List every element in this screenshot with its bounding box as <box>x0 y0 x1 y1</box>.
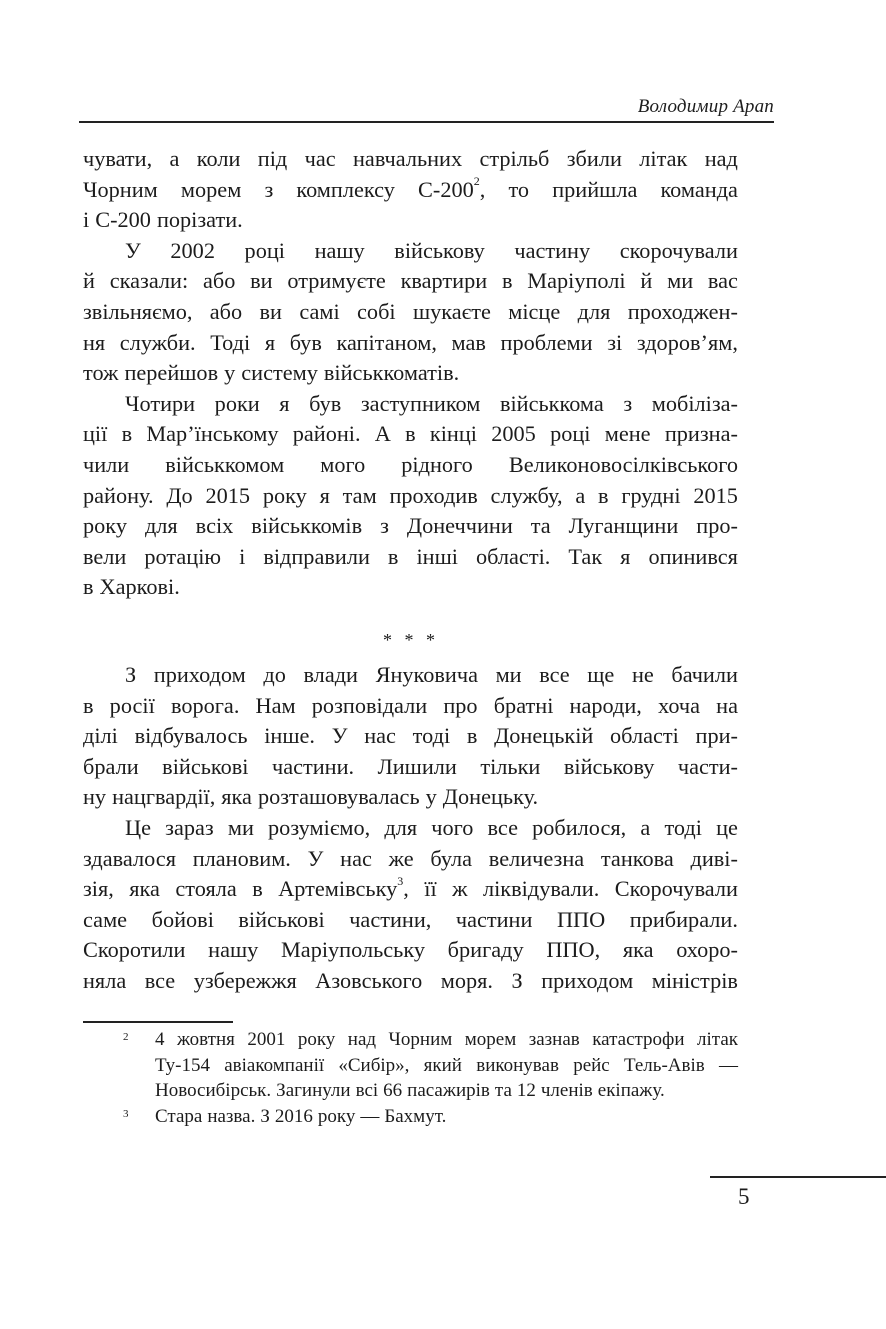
word: ми <box>495 662 522 687</box>
word: служби. <box>119 329 196 355</box>
word: й <box>83 268 95 294</box>
word: відбувалось <box>134 723 248 749</box>
word: року <box>83 513 127 539</box>
footnotes <box>83 1027 738 1129</box>
word: Маріуполі <box>527 268 626 294</box>
word: і <box>83 207 90 233</box>
word: проблеми <box>500 329 593 355</box>
word: приходом <box>541 967 634 993</box>
word: ворога. <box>170 692 240 718</box>
word: Чотири <box>125 390 196 416</box>
word: 2001 <box>247 1029 286 1050</box>
word: брали <box>83 753 139 779</box>
word: службу, <box>490 482 563 508</box>
word: узбережжя <box>193 967 297 993</box>
word: команда <box>660 176 738 202</box>
word: частини <box>455 906 533 932</box>
word: у <box>425 784 437 810</box>
word: розповідали <box>311 692 428 718</box>
footnote-line <box>155 1053 738 1079</box>
word: збили <box>566 146 622 171</box>
word: я <box>264 329 276 355</box>
footnote-item <box>83 1104 738 1130</box>
word: року <box>262 482 307 508</box>
word: військові <box>238 906 325 932</box>
word: все <box>487 814 518 840</box>
word: яка <box>221 784 252 810</box>
word: ви <box>259 298 282 324</box>
text-line <box>83 721 738 752</box>
word: 12 <box>516 1080 536 1101</box>
word: чувати, <box>83 146 153 171</box>
word: в <box>387 543 399 569</box>
word: розуміємо, <box>268 814 371 840</box>
word: бойові <box>151 906 214 932</box>
word: здоров’ям, <box>636 329 738 355</box>
word: 2005 <box>491 421 536 447</box>
word: саме <box>83 906 128 932</box>
word: стояла <box>175 876 237 902</box>
word: приходом <box>153 662 246 687</box>
word: С-200 <box>95 207 151 233</box>
word: з <box>623 390 633 416</box>
word: інше. <box>264 723 315 749</box>
text-line <box>83 358 738 389</box>
footnote-line <box>155 1104 738 1130</box>
text-line <box>83 205 738 236</box>
page-number-rule <box>710 1176 886 1178</box>
word: Чорним <box>388 1029 453 1050</box>
word: стрільб <box>479 146 550 171</box>
footnote-line <box>155 1027 738 1053</box>
word: та <box>494 1080 512 1101</box>
footnote-number: 2 <box>123 1031 129 1043</box>
text-line <box>83 389 738 420</box>
text-line <box>83 328 738 359</box>
word: Луганщини <box>568 513 679 539</box>
word: літак <box>639 146 688 171</box>
word: її <box>424 876 437 902</box>
word: прибирали. <box>629 906 738 932</box>
word: військкоматів. <box>323 360 460 386</box>
word: там <box>342 482 377 508</box>
word: місце <box>508 298 561 324</box>
word: в <box>598 482 609 508</box>
word: 2015 <box>205 482 251 508</box>
word: авіакомпанії <box>224 1054 325 1076</box>
footnote-reference: 2 <box>473 174 480 189</box>
word: морем <box>464 1029 517 1050</box>
word: хоча <box>658 692 700 718</box>
word: тільки <box>480 753 541 779</box>
word: для <box>144 513 178 539</box>
word: робилося, <box>532 814 627 840</box>
word: охоро- <box>676 937 738 963</box>
word: з <box>380 513 389 539</box>
word: 2002 <box>170 237 215 263</box>
word: ції <box>83 421 108 447</box>
word: чили <box>83 451 130 477</box>
word: зараз <box>165 814 214 840</box>
word: Харкові. <box>99 574 180 600</box>
word: — <box>360 1105 380 1127</box>
word: У <box>125 237 141 263</box>
word: ж <box>452 876 468 902</box>
word: величезна <box>488 845 585 871</box>
word: зія, <box>83 876 114 902</box>
word: заступником <box>360 390 481 416</box>
word: Загинули <box>276 1080 351 1101</box>
footnote-item <box>83 1027 738 1104</box>
word: області <box>610 723 679 749</box>
word: зі <box>607 329 623 355</box>
word: літак <box>697 1029 738 1050</box>
word: сказали: <box>109 268 189 294</box>
word: Мар’їнському <box>146 421 279 447</box>
word: в <box>121 421 133 447</box>
word: комплексу <box>296 176 395 202</box>
word: у <box>224 360 236 386</box>
word: призна- <box>664 421 738 447</box>
word: назва. <box>207 1105 256 1127</box>
word: все <box>539 662 570 687</box>
word: квартири <box>400 268 488 294</box>
word: була <box>430 845 473 871</box>
word-with-footnote-ref: Артемівську$^3$, <box>278 873 409 902</box>
word: час <box>304 146 336 171</box>
word: для <box>577 298 611 324</box>
text-line <box>83 542 738 573</box>
word: який <box>423 1054 462 1076</box>
section-separator: * * * <box>383 630 439 650</box>
word: нас <box>340 845 372 871</box>
word: 2016 <box>274 1105 313 1127</box>
word: Новосибірськ. <box>155 1080 272 1101</box>
word: пасажирів <box>407 1080 490 1101</box>
word: кінці <box>429 421 477 447</box>
word: року <box>297 1029 336 1050</box>
word: нашу <box>208 937 259 963</box>
word: році <box>244 237 285 263</box>
word: мобіліза- <box>651 390 738 416</box>
text-line <box>83 935 738 966</box>
word: 2015 <box>693 482 738 508</box>
word: Скорочували <box>614 876 738 902</box>
footnote-number: 3 <box>123 1107 129 1120</box>
word: зазнав <box>528 1029 580 1050</box>
word: скорочували <box>619 237 738 263</box>
word: проходив <box>389 482 478 508</box>
word: прийшла <box>552 176 638 202</box>
text-line <box>83 782 738 813</box>
word: в <box>83 574 94 600</box>
word: році <box>550 421 591 447</box>
word: З <box>125 662 137 687</box>
word: Тоді <box>210 329 251 355</box>
word: мого <box>320 451 366 477</box>
word: Так <box>568 543 603 569</box>
word: нас <box>364 723 396 749</box>
word: Стара <box>155 1105 203 1127</box>
text-line <box>83 844 738 875</box>
word: няла <box>83 967 127 993</box>
word: народи, <box>569 692 642 718</box>
word: — <box>718 1054 738 1076</box>
word: нашу <box>314 237 365 263</box>
word: Нам <box>255 692 296 718</box>
word: при- <box>695 723 738 749</box>
word: про <box>443 692 478 718</box>
body-text-block-1 <box>83 144 738 603</box>
word: екіпажу. <box>597 1080 665 1101</box>
word: 4 <box>155 1029 165 1050</box>
word: рідного <box>401 451 473 477</box>
word: шукаєте <box>412 298 491 324</box>
word: відправили <box>263 543 370 569</box>
word: всіх <box>195 513 234 539</box>
word: А <box>374 421 391 447</box>
word: в <box>501 268 513 294</box>
word: звільняємо, <box>83 298 193 324</box>
word: чого <box>431 814 474 840</box>
word: грудні <box>621 482 681 508</box>
word: тож <box>83 360 119 386</box>
word: а <box>575 482 586 508</box>
word: я <box>620 543 631 569</box>
word: ви <box>250 268 273 294</box>
body-text-block-2 <box>83 660 738 997</box>
word: або <box>202 268 236 294</box>
word: моря. <box>440 967 493 993</box>
word: про- <box>696 513 738 539</box>
word: порізати. <box>156 207 243 233</box>
word: же <box>388 845 414 871</box>
word: був <box>309 390 342 416</box>
word: мене <box>604 421 651 447</box>
word: Донеччини <box>406 513 513 539</box>
footnote-line <box>155 1078 738 1104</box>
text-line <box>83 450 738 481</box>
word: Януковича <box>375 662 478 687</box>
word: в <box>466 723 478 749</box>
word: З <box>511 967 523 993</box>
word: я <box>279 390 290 416</box>
word: все <box>144 967 176 993</box>
text-line <box>83 419 738 450</box>
word: ми <box>667 268 694 294</box>
word: військкомом <box>165 451 285 477</box>
word: Маріупольську <box>280 937 425 963</box>
word: самі <box>299 298 340 324</box>
word: Великоновосілківського <box>508 451 738 477</box>
word: інші <box>416 543 458 569</box>
word: не <box>631 662 654 687</box>
text-line <box>83 572 738 603</box>
word: 66 <box>383 1080 403 1101</box>
word: До <box>166 482 193 508</box>
word: й <box>640 268 653 294</box>
word: У <box>307 845 324 871</box>
word: вас <box>707 268 738 294</box>
word: це <box>716 814 738 840</box>
word: плановим. <box>192 845 291 871</box>
word: вели <box>83 543 127 569</box>
word: яка <box>622 937 654 963</box>
word: з <box>264 176 274 202</box>
word: я <box>319 482 330 508</box>
word: та <box>530 513 551 539</box>
word: військкома <box>499 390 604 416</box>
word: частини, <box>349 906 432 932</box>
text-line <box>83 691 738 722</box>
word: під <box>257 146 288 171</box>
text-line <box>83 966 738 997</box>
word: членів <box>540 1080 593 1101</box>
text-line <box>83 175 738 206</box>
word: ня <box>83 329 106 355</box>
text-line <box>83 905 738 936</box>
word-with-footnote-ref: С-200$^2$, <box>418 174 486 202</box>
header-rule <box>79 121 774 123</box>
word: нацгвардії, <box>112 784 216 810</box>
running-header-author: Володимир Арап <box>637 96 774 117</box>
word: районі. <box>292 421 361 447</box>
word: над <box>347 1029 377 1050</box>
word: року <box>317 1105 356 1127</box>
word: диві- <box>690 845 738 871</box>
word: рейс <box>573 1054 610 1076</box>
word: для <box>384 814 418 840</box>
word: Донецьку. <box>442 784 539 810</box>
word: капітаном, <box>336 329 437 355</box>
word: ну <box>83 784 107 810</box>
word: ділі <box>83 723 118 749</box>
word: на <box>716 692 738 718</box>
word: проходжен- <box>627 298 738 324</box>
footnote-rule <box>83 1021 233 1023</box>
word: до <box>263 662 286 687</box>
word: навчальних <box>353 146 463 171</box>
word: а <box>640 814 651 840</box>
word: ми <box>227 814 254 840</box>
word: росії <box>109 692 155 718</box>
page-number: 5 <box>738 1184 750 1209</box>
word: в <box>405 421 416 447</box>
word: Скоротили <box>83 937 186 963</box>
text-line <box>83 236 738 267</box>
word: військову <box>563 753 655 779</box>
word: тоді <box>664 814 702 840</box>
word: військові <box>162 753 249 779</box>
text-line <box>83 144 738 175</box>
word: У <box>331 723 348 749</box>
word: військову <box>394 237 485 263</box>
word: части- <box>677 753 738 779</box>
word: ротацію <box>144 543 222 569</box>
word: собі <box>357 298 396 324</box>
word: Донецькій <box>494 723 594 749</box>
word: або <box>209 298 243 324</box>
word: катастрофи <box>592 1029 685 1050</box>
word: виконував <box>476 1054 559 1076</box>
word: Тель-Авів <box>623 1054 705 1076</box>
word: коли <box>196 146 241 171</box>
word: над <box>704 146 738 171</box>
word: Це <box>125 814 151 840</box>
word: систему <box>241 360 318 386</box>
text-line <box>83 813 738 844</box>
word: Азовського <box>315 967 423 993</box>
footnote-reference: 3 <box>397 873 404 888</box>
word: ППО <box>556 906 606 932</box>
word: ліквідували. <box>482 876 600 902</box>
word: отримуєте <box>287 268 386 294</box>
word: частини. <box>271 753 355 779</box>
text-line <box>83 660 738 691</box>
word: району. <box>83 482 154 508</box>
word: морем <box>180 176 242 202</box>
word: бригаду <box>447 937 524 963</box>
word: ще <box>587 662 615 687</box>
word: області. <box>475 543 551 569</box>
word: був <box>289 329 322 355</box>
word: частину <box>514 237 591 263</box>
word: розташовувалась <box>257 784 420 810</box>
text-line <box>83 752 738 783</box>
text-line <box>83 266 738 297</box>
word: а <box>169 146 180 171</box>
word: роки <box>214 390 260 416</box>
word: влади <box>303 662 358 687</box>
text-line <box>83 511 738 542</box>
text-line <box>83 481 738 512</box>
word: жовтня <box>176 1029 235 1050</box>
word: в <box>252 876 263 902</box>
word: бачили <box>671 662 738 687</box>
word: З <box>260 1105 270 1127</box>
word: тоді <box>412 723 451 749</box>
word: яка <box>129 876 160 902</box>
word: «Сибір», <box>338 1054 410 1076</box>
word: Ту-154 <box>155 1054 210 1076</box>
word: військкомів <box>251 513 363 539</box>
word: то <box>508 176 530 202</box>
word: Бахмут. <box>384 1105 447 1127</box>
word: в <box>83 692 94 718</box>
word: братні <box>493 692 554 718</box>
word: здавалося <box>83 845 176 871</box>
word: міністрів <box>651 967 738 993</box>
word: і <box>239 543 246 569</box>
word: ППО, <box>546 937 601 963</box>
word: всі <box>355 1080 379 1101</box>
word: перейшов <box>124 360 219 386</box>
word: танкова <box>600 845 674 871</box>
word: Лишили <box>377 753 457 779</box>
text-line <box>83 874 738 905</box>
word: Чорним <box>83 176 158 202</box>
word: мав <box>451 329 486 355</box>
text-line <box>83 297 738 328</box>
word: опинився <box>648 543 738 569</box>
